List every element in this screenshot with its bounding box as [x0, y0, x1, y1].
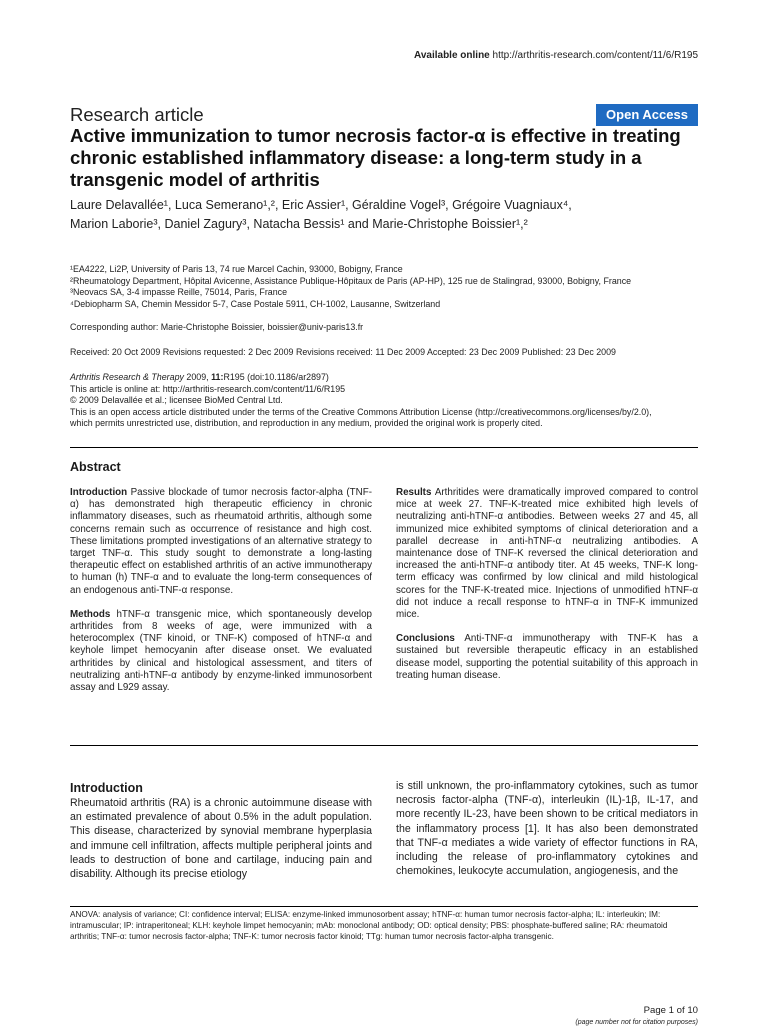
abstract-heading: Abstract	[70, 460, 121, 474]
introduction-right-text: is still unknown, the pro-inflammatory cytokines, such as tumor necrosis factor-alpha (TNF-α), interleukin (IL)-1β, IL-17, and more recently IL-23, have been shown to be critical mediators in the inflammatory process [1]. It has also been demonstrated that TNF-α mediates a wide variety of effector functions in RA, including the release of pro-inflammatory cytokines and chemokines, leukocyte accumulation, angiogenesis, and the	[396, 780, 698, 878]
page-number-note: (page number not for citation purposes)	[575, 1019, 698, 1026]
intro-text: Passive blockade of tumor necrosis factor-alpha (TNF-α) has demonstrated high therapeutic efficiency in chronic inflammatory diseases, such as rheumatoid arthritis, although some concerns remain such as occurrence of resistance and high cost. These limitations prompted investigations of an alternative strategy to target TNF-α. This study sought to demonstrate a long-lasting therapeutic effect on established arthritis of an active immunotherapy to human (h) TNF-α and to evaluate the long-term consequences of an endogenous anti-TNF-α response.	[70, 487, 372, 596]
license-link[interactable]: http://creativecommons.org/licenses/by/2.0	[477, 406, 647, 417]
abstract-top-rule	[70, 447, 698, 448]
abstract-bottom-rule	[70, 745, 698, 746]
citation-volume: 11:	[211, 372, 224, 382]
license-text-pre: This is an open access article distributed under the terms of the Creative Commons Attribution License (	[70, 406, 478, 417]
affiliation-4: ⁴Debiopharm SA, Chemin Messidor 5-7, Case Postale 5911, CH-1002, Lausanne, Switzerland	[70, 298, 441, 309]
footnote-rule	[70, 906, 698, 907]
authors-line-1: Laure Delavallée¹, Luca Semerano¹,², Eric Assier¹, Géraldine Vogel³, Grégoire Vuagniaux⁴,	[70, 198, 572, 212]
methods-label: Methods	[70, 608, 111, 620]
citation-line	[70, 372, 710, 384]
affiliation-2: ²Rheumatology Department, Hôpital Avicenne, Assistance Publique-Hôpitaux de Paris (AP-HP), 125 rue de Stalingrad, 93000, Bobigny, France	[70, 275, 632, 286]
abstract-right-column	[396, 487, 698, 694]
abstract-conclusions	[396, 633, 698, 682]
affiliations	[70, 264, 710, 310]
abstract-left-column	[70, 487, 372, 706]
license-line-1	[70, 407, 710, 419]
citation-block	[70, 372, 710, 430]
citation-year: 2009,	[186, 372, 209, 382]
abbreviations-footnote: ANOVA: analysis of variance; CI: confidence interval; ELISA: enzyme-linked immunosorbent assay; hTNF-α: human tumor necrosis factor-alpha; IL: interleukin; IM: intramuscular; IP: intraperitoneal; KLH: keyhole limpet hemocyanin; mAb: monoclonal antibody; OD: optical density; PBS: phosphate-buffered saline; RA: rheumatoid arthritis; TNF-α: tumor necrosis factor-alpha; TNF-K: tumor necrosis factor kinoid; TTg: human tumor necrosis factor-alpha transgenic.	[70, 910, 668, 941]
results-text: Arthritides were dramatically improved compared to control mice at week 27. TNF-K-treated mice exhibited high levels of neutralizing anti-hTNF-α antibodies. Between weeks 27 and 45, all immunized mice exhibited symptoms of clinical deterioration and a parallel decrease in anti-hTNF-α neutralizing antibodies. A maintenance dose of TNF-K reversed the clinical deterioration and increased the anti-hTNF-α antibody titer. At 45 weeks, TNF-K long-term efficacy was confirmed by low clinical and mild histological scores for the TNF-K-treated mice. Injections of unmodified hTNF-α did not induce a recall response to hTNF-α in TNF-K immunized mice.	[396, 487, 698, 621]
methods-text: hTNF-α transgenic mice, which spontaneously develop arthritides from 8 weeks of age, were immunized with a heterocomplex (TNF kinoid, or TNF-K) composed of hTNF-α and keyhole limpet hemocyanin after disease onset. We evaluated arthritides by clinical and histological assessment, and titers of neutralizing anti-hTNF-α antibody by enzyme-linked immunosorbent assay and L929 assay.	[70, 608, 372, 694]
article-title: Active immunization to tumor necrosis factor-α is effective in treating chronic established inflammatory disease: a long-term study in a transgenic model of arthritis	[70, 125, 681, 190]
conclusions-text: Anti-TNF-α immunotherapy with TNF-K has a sustained but reversible therapeutic efficacy in an established disease model, supporting the potential suitability of this approach in treating human disease.	[396, 633, 698, 681]
available-label: Available online	[413, 50, 490, 61]
license-text-post: ),	[646, 406, 652, 417]
introduction-left-text: Rheumatoid arthritis (RA) is a chronic autoimmune disease with an estimated prevalence of about 0.5% in the adult population. This disease, characterized by synovial membrane hyperplasia and immune cell infiltration, affects multiple peripheral joints and leads to destruction of bone and cartilage, inducing pain and disability. Although its precise etiology	[70, 797, 372, 881]
authors-line-2: Marion Laborie³, Daniel Zagury³, Natacha Bessis¹ and Marie-Christophe Boissier¹,²	[70, 217, 528, 231]
journal-name: Arthritis Research & Therapy	[70, 372, 184, 382]
open-access-badge: Open Access	[596, 104, 698, 126]
page-number: Page 1 of 10	[643, 1005, 698, 1016]
publication-dates: Received: 20 Oct 2009 Revisions requested: 2 Dec 2009 Revisions received: 11 Dec 2009 Accepted: 23 Dec 2009 Published: 23 Dec 2009	[70, 347, 616, 357]
affiliation-1: ¹EA4222, Li2P, University of Paris 13, 74 rue Marcel Cachin, 93000, Bobigny, France	[70, 264, 403, 274]
online-url: This article is online at: http://arthritis-research.com/content/11/6/R195	[70, 383, 346, 394]
citation-doi: R195 (doi:10.1186/ar2897)	[223, 372, 329, 382]
copyright: © 2009 Delavallée et al.; licensee BioMed Central Ltd.	[70, 395, 283, 405]
results-label: Results	[396, 487, 432, 498]
article-url-link[interactable]: http://arthritis-research.com/content/11/6/R195	[492, 50, 698, 61]
license-line-2: which permits unrestricted use, distribution, and reproduction in any medium, provided the original work is properly cited.	[70, 418, 543, 428]
introduction-heading: Introduction	[70, 781, 143, 795]
availability-line	[414, 50, 698, 61]
author-list	[70, 196, 710, 234]
intro-label: Introduction	[70, 487, 128, 498]
affiliation-3: ³Neovacs SA, 3-4 impasse Reille, 75014, Paris, France	[70, 287, 288, 297]
abstract-introduction	[70, 487, 372, 597]
abstract-methods	[70, 609, 372, 694]
article-type: Research article	[70, 104, 204, 125]
corresponding-author: Corresponding author: Marie-Christophe Boissier, boissier@univ-paris13.fr	[70, 322, 364, 332]
conclusions-label: Conclusions	[396, 633, 455, 645]
abstract-results	[396, 487, 698, 621]
